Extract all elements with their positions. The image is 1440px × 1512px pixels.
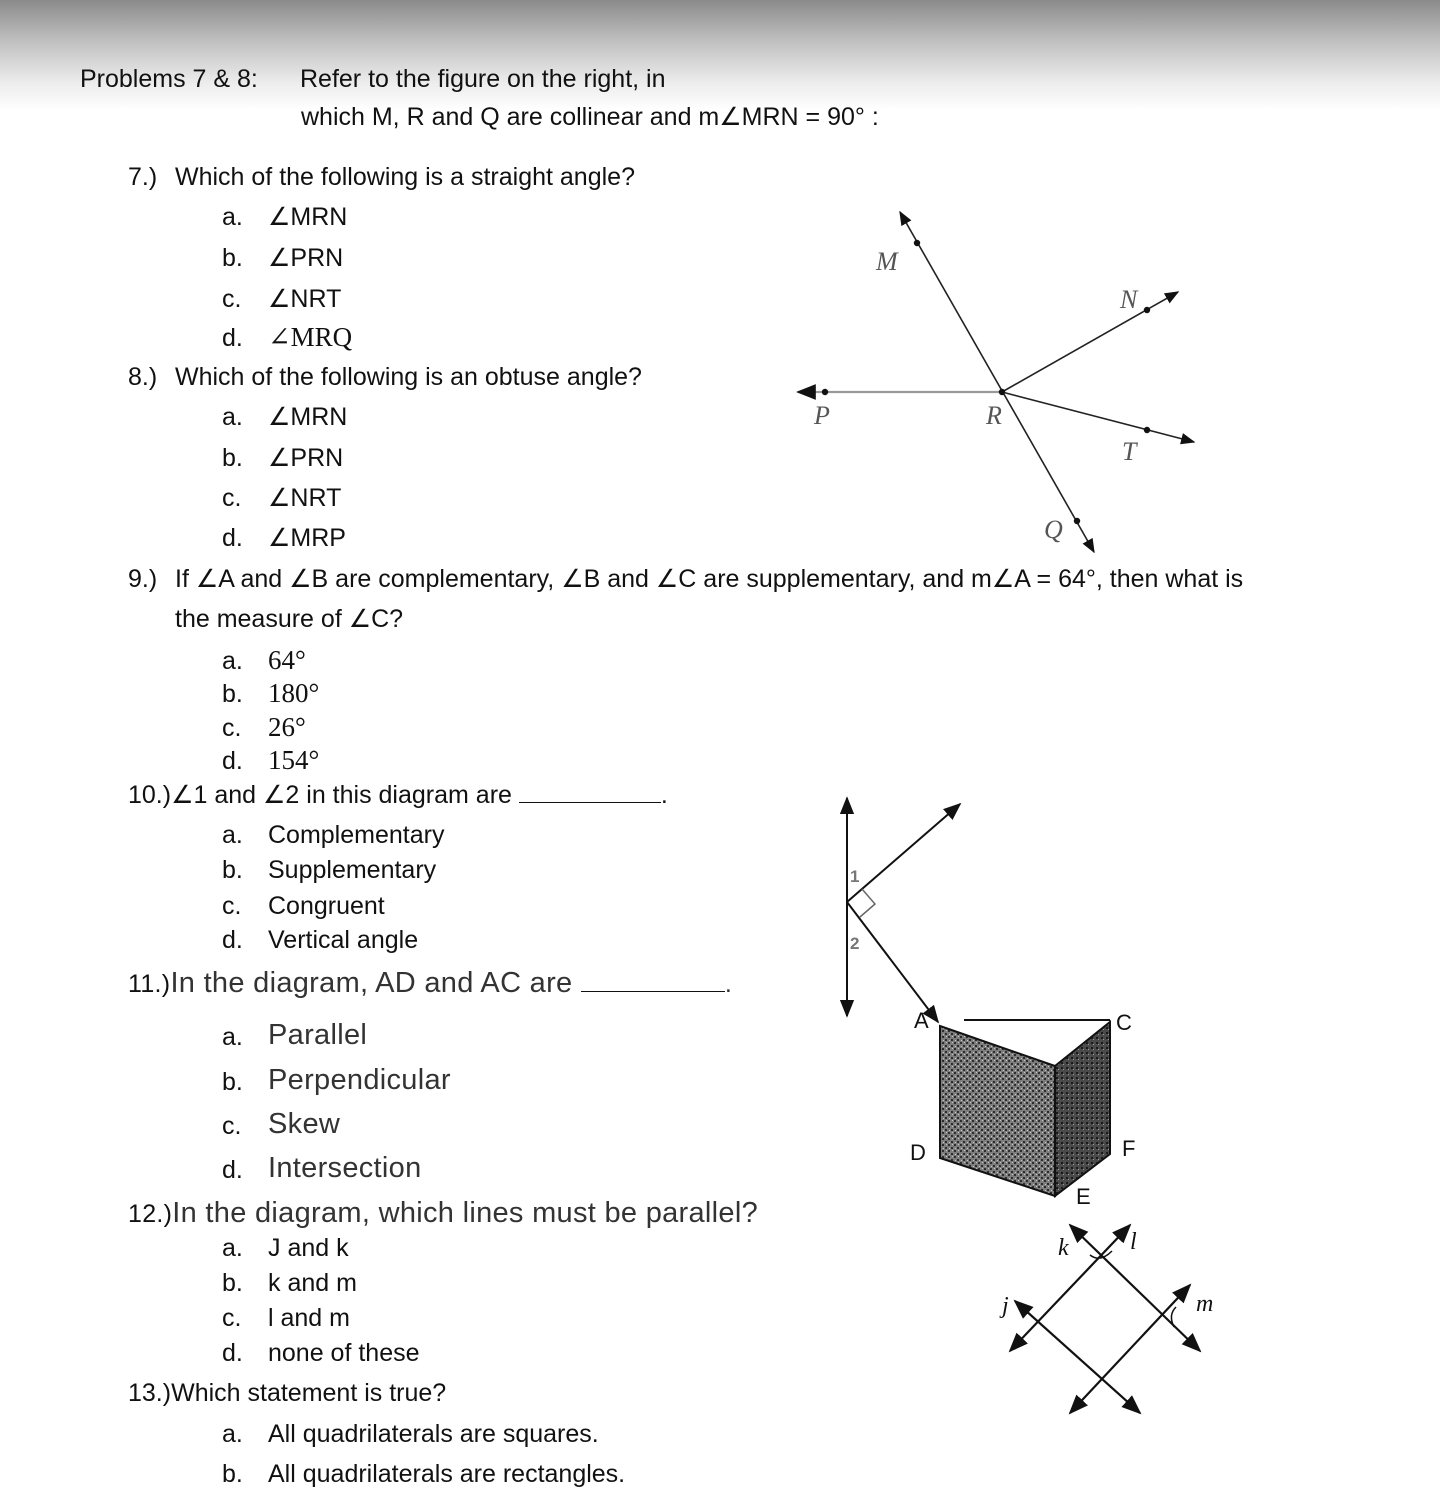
q8-option-c-letter: c. <box>222 484 242 512</box>
q10-number: 10.) <box>128 781 172 809</box>
ray-rn <box>1002 292 1178 392</box>
face-front <box>940 1026 1055 1196</box>
point-r <box>999 389 1005 395</box>
q11-option-b[interactable]: Perpendicular <box>268 1064 451 1096</box>
ray-rt <box>1002 392 1194 442</box>
label-t: T <box>1122 437 1137 466</box>
line-l <box>1010 1225 1130 1351</box>
q12-option-d-letter: d. <box>222 1339 243 1367</box>
label-l: l <box>1130 1229 1137 1255</box>
q9-option-d[interactable]: 154° <box>268 745 320 775</box>
q11-option-a-letter: a. <box>222 1023 243 1051</box>
label-q: Q <box>1044 515 1063 544</box>
q10-option-b-letter: b. <box>222 856 243 884</box>
q10-question <box>128 780 668 810</box>
q7-option-a-letter: a. <box>222 203 243 231</box>
q12-text: In the diagram, which lines must be parallel? <box>172 1197 759 1229</box>
header-line-1: Refer to the figure on the right, in <box>300 65 666 93</box>
point-t <box>1144 427 1150 433</box>
q7-option-a[interactable]: ∠MRN <box>268 203 348 231</box>
right-angle-mark <box>860 889 875 917</box>
label-m: M <box>876 247 898 276</box>
q8-option-c[interactable]: ∠NRT <box>268 484 342 512</box>
q7-option-b[interactable]: ∠PRN <box>268 244 344 272</box>
label-j: j <box>1002 1293 1009 1319</box>
figure-angles-1-2 <box>830 792 970 1024</box>
label-k: k <box>1058 1235 1069 1261</box>
q11-option-b-letter: b. <box>222 1068 243 1096</box>
q8-option-b[interactable]: ∠PRN <box>268 444 344 472</box>
q9-line-1: If ∠A and ∠B are complementary, ∠B and ∠C are supplementary, and m∠A = 64°, then what is <box>175 565 1244 593</box>
q13-number: 13.) <box>128 1379 172 1407</box>
point-n <box>1144 307 1150 313</box>
label-f: F <box>1122 1136 1136 1161</box>
q10-text: ∠1 and ∠2 in this diagram are <box>171 781 512 809</box>
figure-parallel-lines <box>990 1215 1230 1425</box>
q8-number: 8.) <box>128 363 158 391</box>
q13-option-a-letter: a. <box>222 1420 243 1448</box>
point-p <box>822 389 828 395</box>
label-n: N <box>1120 285 1138 314</box>
q13-option-b-letter: b. <box>222 1460 243 1488</box>
q7-option-c[interactable]: ∠NRT <box>268 285 342 313</box>
q12-option-b-letter: b. <box>222 1269 243 1297</box>
q12-option-c-letter: c. <box>222 1304 242 1332</box>
label-d: D <box>910 1140 926 1165</box>
q13-question <box>128 1378 446 1408</box>
q7-option-d-letter: d. <box>222 324 243 352</box>
q10-end: . <box>660 781 668 809</box>
face-side <box>1055 1022 1110 1196</box>
q8-option-a-letter: a. <box>222 403 243 431</box>
q13-option-b[interactable]: All quadrilaterals are rectangles. <box>268 1460 626 1488</box>
q11-question <box>128 968 732 999</box>
q9-option-b[interactable]: 180° <box>268 678 320 708</box>
q10-option-d-letter: d. <box>222 926 243 954</box>
upper-ray <box>847 804 960 902</box>
q10-option-a[interactable]: Complementary <box>268 821 445 849</box>
q9-option-a-letter: a. <box>222 647 243 675</box>
q10-option-a-letter: a. <box>222 821 243 849</box>
q13-text: Which statement is true? <box>171 1379 447 1407</box>
q11-option-d[interactable]: Intersection <box>268 1152 422 1184</box>
q10-option-c-letter: c. <box>222 892 242 920</box>
q8-text: Which of the following is an obtuse angle? <box>175 363 642 391</box>
q11-end: . <box>724 970 733 998</box>
line-mq <box>900 212 1094 552</box>
q12-option-c[interactable]: l and m <box>268 1304 350 1332</box>
lower-ray <box>847 902 938 1022</box>
q11-option-c-letter: c. <box>222 1112 242 1140</box>
label-p: P <box>814 401 830 430</box>
figure-prism <box>900 1006 1150 1209</box>
q7-text: Which of the following is a straight angle? <box>175 163 635 191</box>
figure-lines-through-r <box>780 200 1220 570</box>
label-c: C <box>1116 1010 1132 1035</box>
q12-question <box>128 1198 758 1229</box>
angle-1-label: 1 <box>850 867 860 886</box>
q9-option-c[interactable]: 26° <box>268 712 306 742</box>
label-e: E <box>1076 1184 1091 1209</box>
problems-label: Problems 7 & 8: <box>80 65 258 93</box>
q9-option-d-letter: d. <box>222 747 243 775</box>
q11-option-a[interactable]: Parallel <box>268 1019 368 1051</box>
q12-option-b[interactable]: k and m <box>268 1269 357 1297</box>
q7-number: 7.) <box>128 163 158 191</box>
q8-option-d[interactable]: ∠MRP <box>268 524 346 552</box>
label-m: m <box>1196 1291 1214 1317</box>
label-a: A <box>914 1008 929 1033</box>
q11-number: 11.) <box>128 970 171 998</box>
q11-option-c[interactable]: Skew <box>268 1108 341 1140</box>
q7-option-d[interactable]: ∠MRQ <box>268 322 353 352</box>
point-m <box>914 240 920 246</box>
q7-option-b-letter: b. <box>222 244 243 272</box>
q10-option-b[interactable]: Supplementary <box>268 856 437 884</box>
q9-option-c-letter: c. <box>222 714 242 742</box>
label-r: R <box>986 401 1002 430</box>
q11-text: In the diagram, AD and AC are <box>170 967 573 999</box>
q10-option-c[interactable]: Congruent <box>268 892 385 920</box>
point-q <box>1074 518 1080 524</box>
q9-option-b-letter: b. <box>222 680 243 708</box>
line-m <box>1070 1285 1190 1413</box>
q8-option-a[interactable]: ∠MRN <box>268 403 348 431</box>
q10-option-d[interactable]: Vertical angle <box>268 926 419 954</box>
q10-answer-blank[interactable] <box>519 780 661 803</box>
q11-option-d-letter: d. <box>222 1156 243 1184</box>
angle-2-label: 2 <box>850 934 860 953</box>
q12-option-d[interactable]: none of these <box>268 1339 420 1367</box>
q12-option-a-letter: a. <box>222 1234 243 1262</box>
header-line-2: which M, R and Q are collinear and m∠MRN = 90° : <box>301 103 879 131</box>
q9-option-a[interactable]: 64° <box>268 645 306 675</box>
q11-answer-blank[interactable] <box>581 969 725 992</box>
q7-option-c-letter: c. <box>222 285 242 313</box>
q9-number: 9.) <box>128 565 158 593</box>
q8-option-d-letter: d. <box>222 524 243 552</box>
q12-option-a[interactable]: J and k <box>268 1234 349 1262</box>
q13-option-a[interactable]: All quadrilaterals are squares. <box>268 1420 599 1448</box>
q12-number: 12.) <box>128 1200 173 1228</box>
q8-option-b-letter: b. <box>222 444 243 472</box>
q9-line-2: the measure of ∠C? <box>175 605 404 633</box>
